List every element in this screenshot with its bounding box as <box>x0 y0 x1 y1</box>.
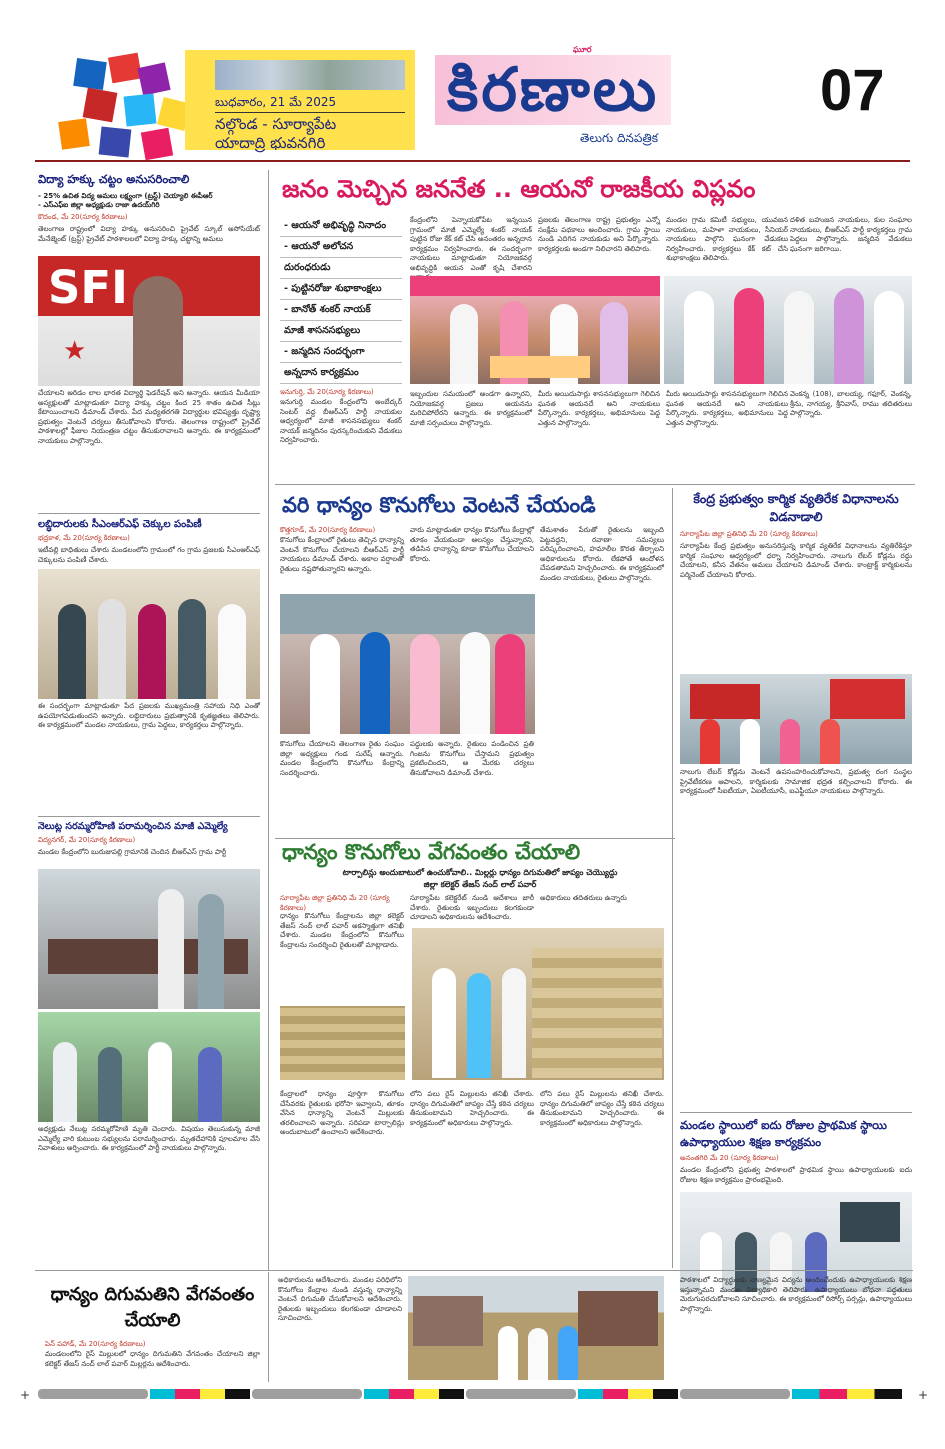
grain-headline-1: వరి ధాన్యం కొనుగోలు వెంటనే చేయండి <box>282 493 596 517</box>
date-rule <box>215 112 405 113</box>
cheque-distribution-photo <box>38 569 260 699</box>
grain1-bottom-2: పద్దులకు అన్నారు. రైతులు పండించిన ప్రతి గింజను కొనుగోలు చేస్తామని ప్రభుత్వం ప్రకటించిందని, ఆ మేరకు చర్యలు తీసుకోవాలని డిమాండ్ చేశారు. <box>410 740 534 777</box>
story-headline: కేంద్ర ప్రభుత్వం కార్మిక వ్యతిరేక విధానాలను విడనాడాలి <box>693 491 899 524</box>
grain-inspection-photo <box>280 594 535 734</box>
story-lead: తెలంగాణ రాష్ట్రంలో విద్యా హక్కు అనుసరించి ప్రైవేట్ స్కూల్ అసోసియేట్ మేనేజ్మెంట్ (ట్రస్ట్) ప్రైవేట్ పాఠశాలలలో విద్యా హక్కు చట్టాన్ని అమలు <box>38 225 260 243</box>
lead-col-4: దళిత బహుజన నాయకులు, కుల సంఘాల నాయకులు, బీఆర్ఎస్ పార్టీ కార్యకర్తలు గ్రామ పెద్దలు పాల్గొన్నారు. జన్మదిన వేడుకలు ఘనంగా జరిగాయి. <box>790 216 912 253</box>
section-rule <box>275 484 915 485</box>
divider <box>680 1112 912 1113</box>
pinterest-icon <box>83 88 118 123</box>
share-icon <box>141 128 173 160</box>
newspaper-title: కిరణాలు <box>435 55 671 125</box>
color-bar-cmyk <box>792 1389 902 1399</box>
paddy-trucks-photo <box>408 1276 664 1380</box>
divider <box>38 816 260 817</box>
registration-mark-left: + <box>20 1388 31 1402</box>
lead-bottom-col-4: వెంకన్న (108), బాలయ్య, గఫూర్, వెంకన్న, శ్రీను, నాగయ్య, శ్రీనివాస్, రాము తదితరులు పాల్గొన్నారు. <box>790 390 912 417</box>
condolence-photo-1 <box>38 869 260 1009</box>
condolence-photo-2 <box>38 1012 260 1122</box>
lead-bottom-col-1: ఇనుగుర్తి మండల కేంద్రంలోని అంబేద్కర్ సెంటర్ వద్ద బీఆర్ఎస్ పార్టీ నాయకుల ఆధ్వర్యంలో మాజీ శాసనసభ్యులు శంకర్ నాయక్ జన్మదినం పురస్కరించుకుని వేడుకలు నిర్వహించారు. <box>280 398 402 444</box>
story-body: చేయాలని అరిడం లాల భారత విద్యార్థి ఫెడరేషన్ అని అన్నారు. ఆయన మీడియా అస్యక్షులతో మాట్లాడుతూ విద్యా హక్కు చట్టం కింద 25 శాతం ఉచిత సీట్లు కేటాయించాలని డిమాండ్ చేశారు. పేద మధ్యతరగతి విద్యార్థుల భవిష్యత్తు దృష్ట్యా ప్రభుత్వం వెంటనే చర్యలు తీసుకోవాలని కోరారు. తెలంగాణ రాష్ట్రంలో ప్రైవేట్ పాఠశాలల్లో ఫీజుల నియంత్రణ చట్టం తీసుకురావాలని అన్నారు. ఈ కార్యక్రమంలో నాయకులు పాల్గొన్నారు. <box>38 389 260 445</box>
story-headline: నెలుట్ల సరమ్మరోహిణి పరామర్శించిన మాజీ ఎమ్మెల్యే <box>38 821 228 832</box>
date-band <box>185 50 415 150</box>
bullet-item: దురంధరుడు <box>280 258 402 279</box>
story-subhead: - 25% ఉచిత విద్య అమలు లక్ష్యంగా (ట్రస్ట్) చెయ్యాలి ఈపీఆర్ <box>38 192 213 200</box>
grain2-bottom-2: లోని పలు రైస్ మిల్లులను తనిఖీ చేశారు. ధాన్యం దిగుమతిలో జాప్యం చేస్తే కఠిన చర్యలు తీసుకుంటామని హెచ్చరించారు. ఈ కార్యక్రమంలో అధికారులు పాల్గొన్నారు. <box>410 1090 534 1127</box>
grain2-col-2: సూర్యాపేట కలెక్టరేట్ నుండి ఆదేశాలు జారీ చేశారు. రైతులకు ఇబ్బందులు కలగకుండా చూడాలని అధికారులను ఆదేశించారు. <box>410 894 534 921</box>
page-number: 07 <box>820 58 885 123</box>
story-headline: లబ్ధిదారులకు సీఎంఆర్ఎఫ్ చెక్కుల పంపిణీ <box>38 519 202 530</box>
grain2-bottom-3: లోని పలు రైస్ మిల్లులను తనిఖీ చేశారు. ధాన్యం దిగుమతిలో జాప్యం చేస్తే కఠిన చర్యలు తీసుకుంటామని హెచ్చరించారు. ఈ కార్యక్రమంలో అధికారులు పాల్గొన్నారు. <box>540 1090 664 1127</box>
bullet-item: - ఆయనో అలోచన <box>280 237 402 258</box>
dateline: అనంతగిరి మే 20 (సూర్య కిరణాలు) <box>680 1154 779 1162</box>
warehouse-photo <box>412 928 664 1080</box>
lead-bottom-col-3b: మీరు అయిదుసార్లు శాసనసభ్యులుగా గెలిచిన ఘనత ఆయనదే అని నాయకులు పేర్కొన్నారు. కార్యకర్తలు, అభిమానులు పెద్ద ఎత్తున పాల్గొన్నారు. <box>666 390 788 427</box>
social-icons-graphic <box>55 50 205 160</box>
title-logo-small: ఘూర <box>573 45 592 54</box>
lead-col-2: ప్రజలకు తెలంగాణ రాష్ట్ర ప్రభుత్వం ఎన్నో సంక్షేమ పథకాలు అందించారు. గ్రామ స్థాయి నుండి ఎదిగిన నాయకుడు అని పేర్కొన్నారు. కార్యకర్తలకు అండగా నిలిచారని తెలిపారు. <box>538 216 660 253</box>
grain1-col-2: వారు మాట్లాడుతూ ధాన్యం కొనుగోలు కేంద్రాల్లో తూకం వేయకుండా ఆలస్యం చేస్తున్నారని, తడిసిన ధాన్యాన్ని కూడా కొనుగోలు చేయాలని కోరారు. <box>410 526 534 563</box>
newspaper-subtitle: తెలుగు దినపత్రిక <box>580 131 659 145</box>
masthead-rule <box>35 160 910 162</box>
issue-date: బుధవారం, 21 మే 2025 <box>215 95 337 109</box>
left-column <box>38 172 260 1262</box>
color-bar-cmyk <box>578 1389 678 1399</box>
facebook-icon <box>99 127 132 158</box>
color-bar-cmyk <box>364 1389 464 1399</box>
story-body: ఈ సందర్భంగా మాట్లాడుతూ పేద ప్రజలకు ముఖ్యమంత్రి సహాయ నిధి ఎంతో ఉపయోగపడుతుందని అన్నారు. లబ్ధిదారులు ప్రభుత్వానికి కృతజ్ఞతలు తెలిపారు. ఈ కార్యక్రమంలో మండల నాయకులు, గ్రామ పెద్దలు, కార్యకర్తలు పాల్గొన్నారు. <box>38 702 260 729</box>
dateline: పెన్ పహాడ్, మే 20(సూర్య కిరణాలు) <box>45 1340 146 1348</box>
bottom-right-col: పాఠశాలలో విద్యార్థులకు నాణ్యమైన విద్యను అందించేందుకు ఉపాధ్యాయులకు శిక్షణ ఇస్తున్నామని మండల విద్యాధికారి తెలిపారు. ఉపాధ్యాయులు బోధనా పద్ధతులు మెరుగుపరచుకోవాలని సూచించారు. ఈ కార్యక్రమంలో రిసోర్స్ పర్సన్లు, ఉపాధ్యాయులు పాల్గొన్నారు. <box>680 1276 912 1313</box>
bottom-middle-col-1: అధికారులను ఆదేశించారు. మండల పరిధిలోని కొనుగోలు కేంద్రాల నుండి వస్తున్న ధాన్యాన్ని వెంటనే దిగుమతి చేసుకోవాలని ఆదేశించారు. రైతులకు ఇబ్బందులు కలగకుండా చూడాలని సూచించారు. <box>278 1276 402 1322</box>
dateline: సూర్యాపేట జిల్లా ప్రతినిధి మే 20 (సూర్య కిరణాలు) <box>680 530 818 538</box>
twitter-icon <box>124 94 157 127</box>
edition-line-1: నల్గొండ - సూర్యాపేట <box>215 115 337 133</box>
grain-headline-2: ధాన్యం కొనుగోలు వేగవంతం చేయాలి <box>282 840 581 864</box>
bullet-item: - బానోత్ శంకర్ నాయక్ <box>280 300 402 321</box>
right-column <box>680 490 912 1270</box>
grain2-bottom-1: కేంద్రాలలో ధాన్యం పూర్తిగా కొనుగోలు చేసేవరకు రైతులకు భరోసా ఇవ్వాలని, తూకం వేసిన ధాన్యాన్ని వెంటనే మిల్లులకు తరలించాలని అన్నారు. సరిపడా టార్పాలిన్లు అందుబాటులో ఉంచాలని ఆదేశించారు. <box>280 1090 404 1136</box>
banner-text: SFI <box>48 261 128 314</box>
lead-bottom-col-2: ఇబ్బందుల సమయంలో అండగా ఉన్నారని, నియోజకవర్గ ప్రజలు ఆయనను మరిచిపోలేరని అన్నారు. ఈ కార్యక్రమంలో మాజీ సర్పంచులు పాల్గొన్నారు. <box>410 390 532 427</box>
bullet-item: - ఆయనో అభివృద్ధి నినాదం <box>280 216 402 237</box>
story-headline: విద్యా హక్కు చట్టం అనుసరించాలి <box>38 172 190 186</box>
birthday-cake-photo <box>410 276 660 384</box>
grain-bags-photo <box>280 1006 405 1080</box>
lead-col-3: మండల గ్రామ కమిటీ సభ్యులు, యువజన నాయకులు, మహిళా నాయకులు, సీనియర్ నాయకులు పాల్గొని ఘనంగా వేడుకలు నిర్వహించారు. కార్యకర్తలు కేక్ కట్ చేసి శుభాకాంక్షలు తెలిపారు. <box>666 216 788 262</box>
rss-icon <box>58 118 90 150</box>
grain1-col-3: తేమశాతం పేరుతో రైతులను ఇబ్బంది పెట్టవద్దని, రవాణా సమస్యలు పరిష్కరించాలని, హమాలీల కొరత తీర్చాలని అధికారులను కోరారు. లేకపోతే ఆందోళన చేపడతామని హెచ్చరించారు. ఈ కార్యక్రమంలో మండల నాయకులు, రైతులు పాల్గొన్నారు. <box>540 526 664 582</box>
grain2-col-3: అధికారులు తదితరులు ఉన్నారు <box>540 894 627 902</box>
story-subhead: - ఎస్ఎఫ్ఐ జిల్లా అధ్యక్షుడు రాజా ఉ‌‌దయ్‌గిరి <box>38 201 160 209</box>
lead-col-1: కేంద్రంలోని పెన్నాయకోపేట ఇన్నయిన గ్రామంలో మాజీ ఎమ్మెల్యే శంకర్ నాయక్ పుట్టిన రోజు కేక్ కట్ చేసి అనంతరం అన్నదాన కార్యక్రమం నిర్వహించారు. ఈ సందర్భంగా నాయకులు మాట్లాడుతూ నియోజకవర్గ అభివృద్ధికి ఆయన ఎంతో కృషి చేశారని <box>410 216 532 272</box>
color-bar <box>680 1389 790 1399</box>
color-bar <box>466 1389 576 1399</box>
lead-bottom-col-3: మీరు అయిదుసార్లు శాసనసభ్యులుగా గెలిచిన ఘనత ఆయనదే అని నాయకులు పేర్కొన్నారు. కార్యకర్తలు, అభిమానులు పెద్ద ఎత్తున పాల్గొన్నారు. <box>538 390 660 427</box>
sfi-rally-photo: SFI ★ <box>38 256 260 386</box>
dateline: ఇనుగుర్తి, మే 20(సూర్య కిరణాలు) <box>280 388 374 396</box>
landmark-photos <box>215 60 405 90</box>
masthead <box>35 45 910 160</box>
bottom-left-body: మండలంలోని రైస్ మిల్లులలో ధాన్యం దిగుమతిని వేగవంతం చేయాలని జిల్లా కలెక్టర్ తేజస్ నంద్ లాల్ పవార్ మిల్లర్లను ఆదేశించారు. <box>45 1350 260 1368</box>
bullet-item: - పుట్టినరోజు శుభాకాంక్షలు <box>280 279 402 300</box>
edition-line-2: యాదాద్రి భువనగిరి <box>215 134 326 152</box>
divider <box>38 513 260 514</box>
column-rule <box>268 170 269 1270</box>
lead-headline: జనం మెచ్చిన జననేత .. ఆయనో రాజకీయ విప్లవం <box>282 175 756 203</box>
bottom-left-headline: ధాన్యం దిగుమతిని వేగవంతం చేయాలి <box>50 1284 255 1331</box>
column-rule <box>672 488 673 1268</box>
instagram-icon <box>137 62 170 95</box>
grain1-col-1: కొనుగోలు కేంద్రాలలో రైతులు తెచ్చిన ధాన్యాన్ని వెంటనే కొనుగోలు చేయాలని బీఆర్ఎస్ పార్టీ నాయకులు డిమాండ్ చేశారు. అకాల వర్షాలతో రైతులు నష్టపోతున్నారని అన్నారు. <box>280 536 404 573</box>
dateline: కొదండ, మే 20(సూర్య కిరణాలు) <box>38 213 128 221</box>
story-lead: మండల కేంద్రంలోని బురుజుపల్లి గ్రామానికి చెందిన బీఆర్ఎస్ గ్రామ పార్టీ <box>38 848 227 856</box>
story-body: అధ్యక్షుడు నేలుట్ల సరమ్మరోహిణి మృతి చెందారు. విషయం తెలుసుకున్న మాజీ ఎమ్మెల్యే వారి కుటుంబ సభ్యులను పరామర్శించారు. మృతదేహానికి పూలమాల వేసి నివాళులు అర్పించారు. ఈ కార్యక్రమంలో పార్టీ నాయకులు పాల్గొన్నారు. <box>38 1125 260 1152</box>
bullet-item: అన్నదాన కార్యక్రమం <box>280 363 402 384</box>
labour-protest-photo <box>680 674 912 764</box>
story-headline: మండల స్థాయిలో ఐదు రోజుల ప్రాథమిక స్థాయి ఉపాధ్యాయుల శిక్షణ కార్యక్రమం <box>680 1118 887 1149</box>
grain1-bottom-1: కొనుగోలు చేయాలని తెలంగాణ రైతు సంఘం జిల్లా అధ్యక్షులు గండ సురేష్ అన్నారు. మండల కేంద్రంలోని కొనుగోలు కేంద్రాన్ని సందర్శించారు. <box>280 740 404 777</box>
story-body: నాలుగు లేబర్ కోడ్లను వెంటనే ఉపసంహరించుకోవాలని, ప్రభుత్వ రంగ సంస్థల ప్రైవేటీకరణ ఆపాలని, కార్మికులకు సామాజిక భద్రత కల్పించాలని కోరారు. ఈ కార్యక్రమంలో సీఐటీయూ, ఏఐటీయూసీ, ఐఎఫ్టీయూ నాయకులు పాల్గొన్నారు. <box>680 768 912 795</box>
grain2-deck-1: టార్పాలిన్లు అందుబాటులో ఉంచుకోవాలి.. మిల్లర్లు ధాన్యం దిగుమతిలో జాప్యం చెయ్యొద్దు <box>342 868 618 877</box>
lead-bullets <box>280 216 402 386</box>
bullet-item: మాజీ శాసనసభ్యులు <box>280 321 402 342</box>
grain2-col-1: ధాన్యం కొనుగోలు కేంద్రాలను జిల్లా కలెక్టర్ తేజస్ నంద్ లాల్ పవార్ అకస్మాత్తుగా తనిఖీ చేశారు. మండల కేంద్రంలోని కొనుగోలు కేంద్రాలను సందర్శించి రైతులతో మాట్లాడారు. <box>280 912 404 949</box>
linkedin-icon <box>73 58 107 90</box>
dateline: కొత్తగూడ్, మే 20(సూర్య కిరణాలు) <box>280 526 376 534</box>
dateline: భద్రకాళ, మే 20(సూర్య కిరణాలు) <box>38 534 130 542</box>
section-rule <box>35 1270 913 1271</box>
bullet-item: - జన్మదిన సందర్భంగా <box>280 342 402 363</box>
story-lead: ఇటీవల్లి బాధితులు చేశారు మండలంలోని గ్రామంలో గం గ్రామ ప్రజలకు సీఎంఆర్ఎఫ్ చెక్కులను పంపిణీ చేశారు. <box>38 546 260 564</box>
registration-mark-right: + <box>918 1388 929 1402</box>
dateline: సూర్యాపేట జిల్లా ప్రతినిధి మే 20 (సూర్య కిరణాలు) <box>280 894 390 912</box>
annadanam-photo <box>664 276 912 384</box>
story-lead: మండల కేంద్రంలోని ప్రభుత్వ పాఠశాలలో ప్రాథమిక స్థాయి ఉపాధ్యాయులకు ఐదు రోజుల శిక్షణ కార్యక్రమం ప్రారంభమైంది. <box>680 1166 912 1184</box>
grain2-deck-2: జిల్లా కలెక్టర్ తేజస్ నంద్ లాల్ పవార్ <box>423 880 537 889</box>
color-bar <box>38 1389 148 1399</box>
column-rule <box>268 1272 269 1382</box>
color-bar-cmyk <box>150 1389 250 1399</box>
color-bar <box>252 1389 362 1399</box>
dateline: విద్యనగర్, మే 20(సూర్య కిరణాలు) <box>38 836 136 844</box>
story-body: సూర్యాపేట కేంద్ర ప్రభుత్వం అనుసరిస్తున్న కార్మిక వ్యతిరేక విధానాలను వ్యతిరేకిస్తూ కార్మిక సంఘాల ఆధ్వర్యంలో ధర్నా నిర్వహించారు. నాలుగు లేబర్ కోడ్లను రద్దు చేయాలని, కనీస వేతనం అమలు చేయాలని డిమాండ్ చేశారు. కాంట్రాక్ట్ కార్మికులను పర్మినెంట్ చేయాలని కోరారు. <box>680 542 912 579</box>
